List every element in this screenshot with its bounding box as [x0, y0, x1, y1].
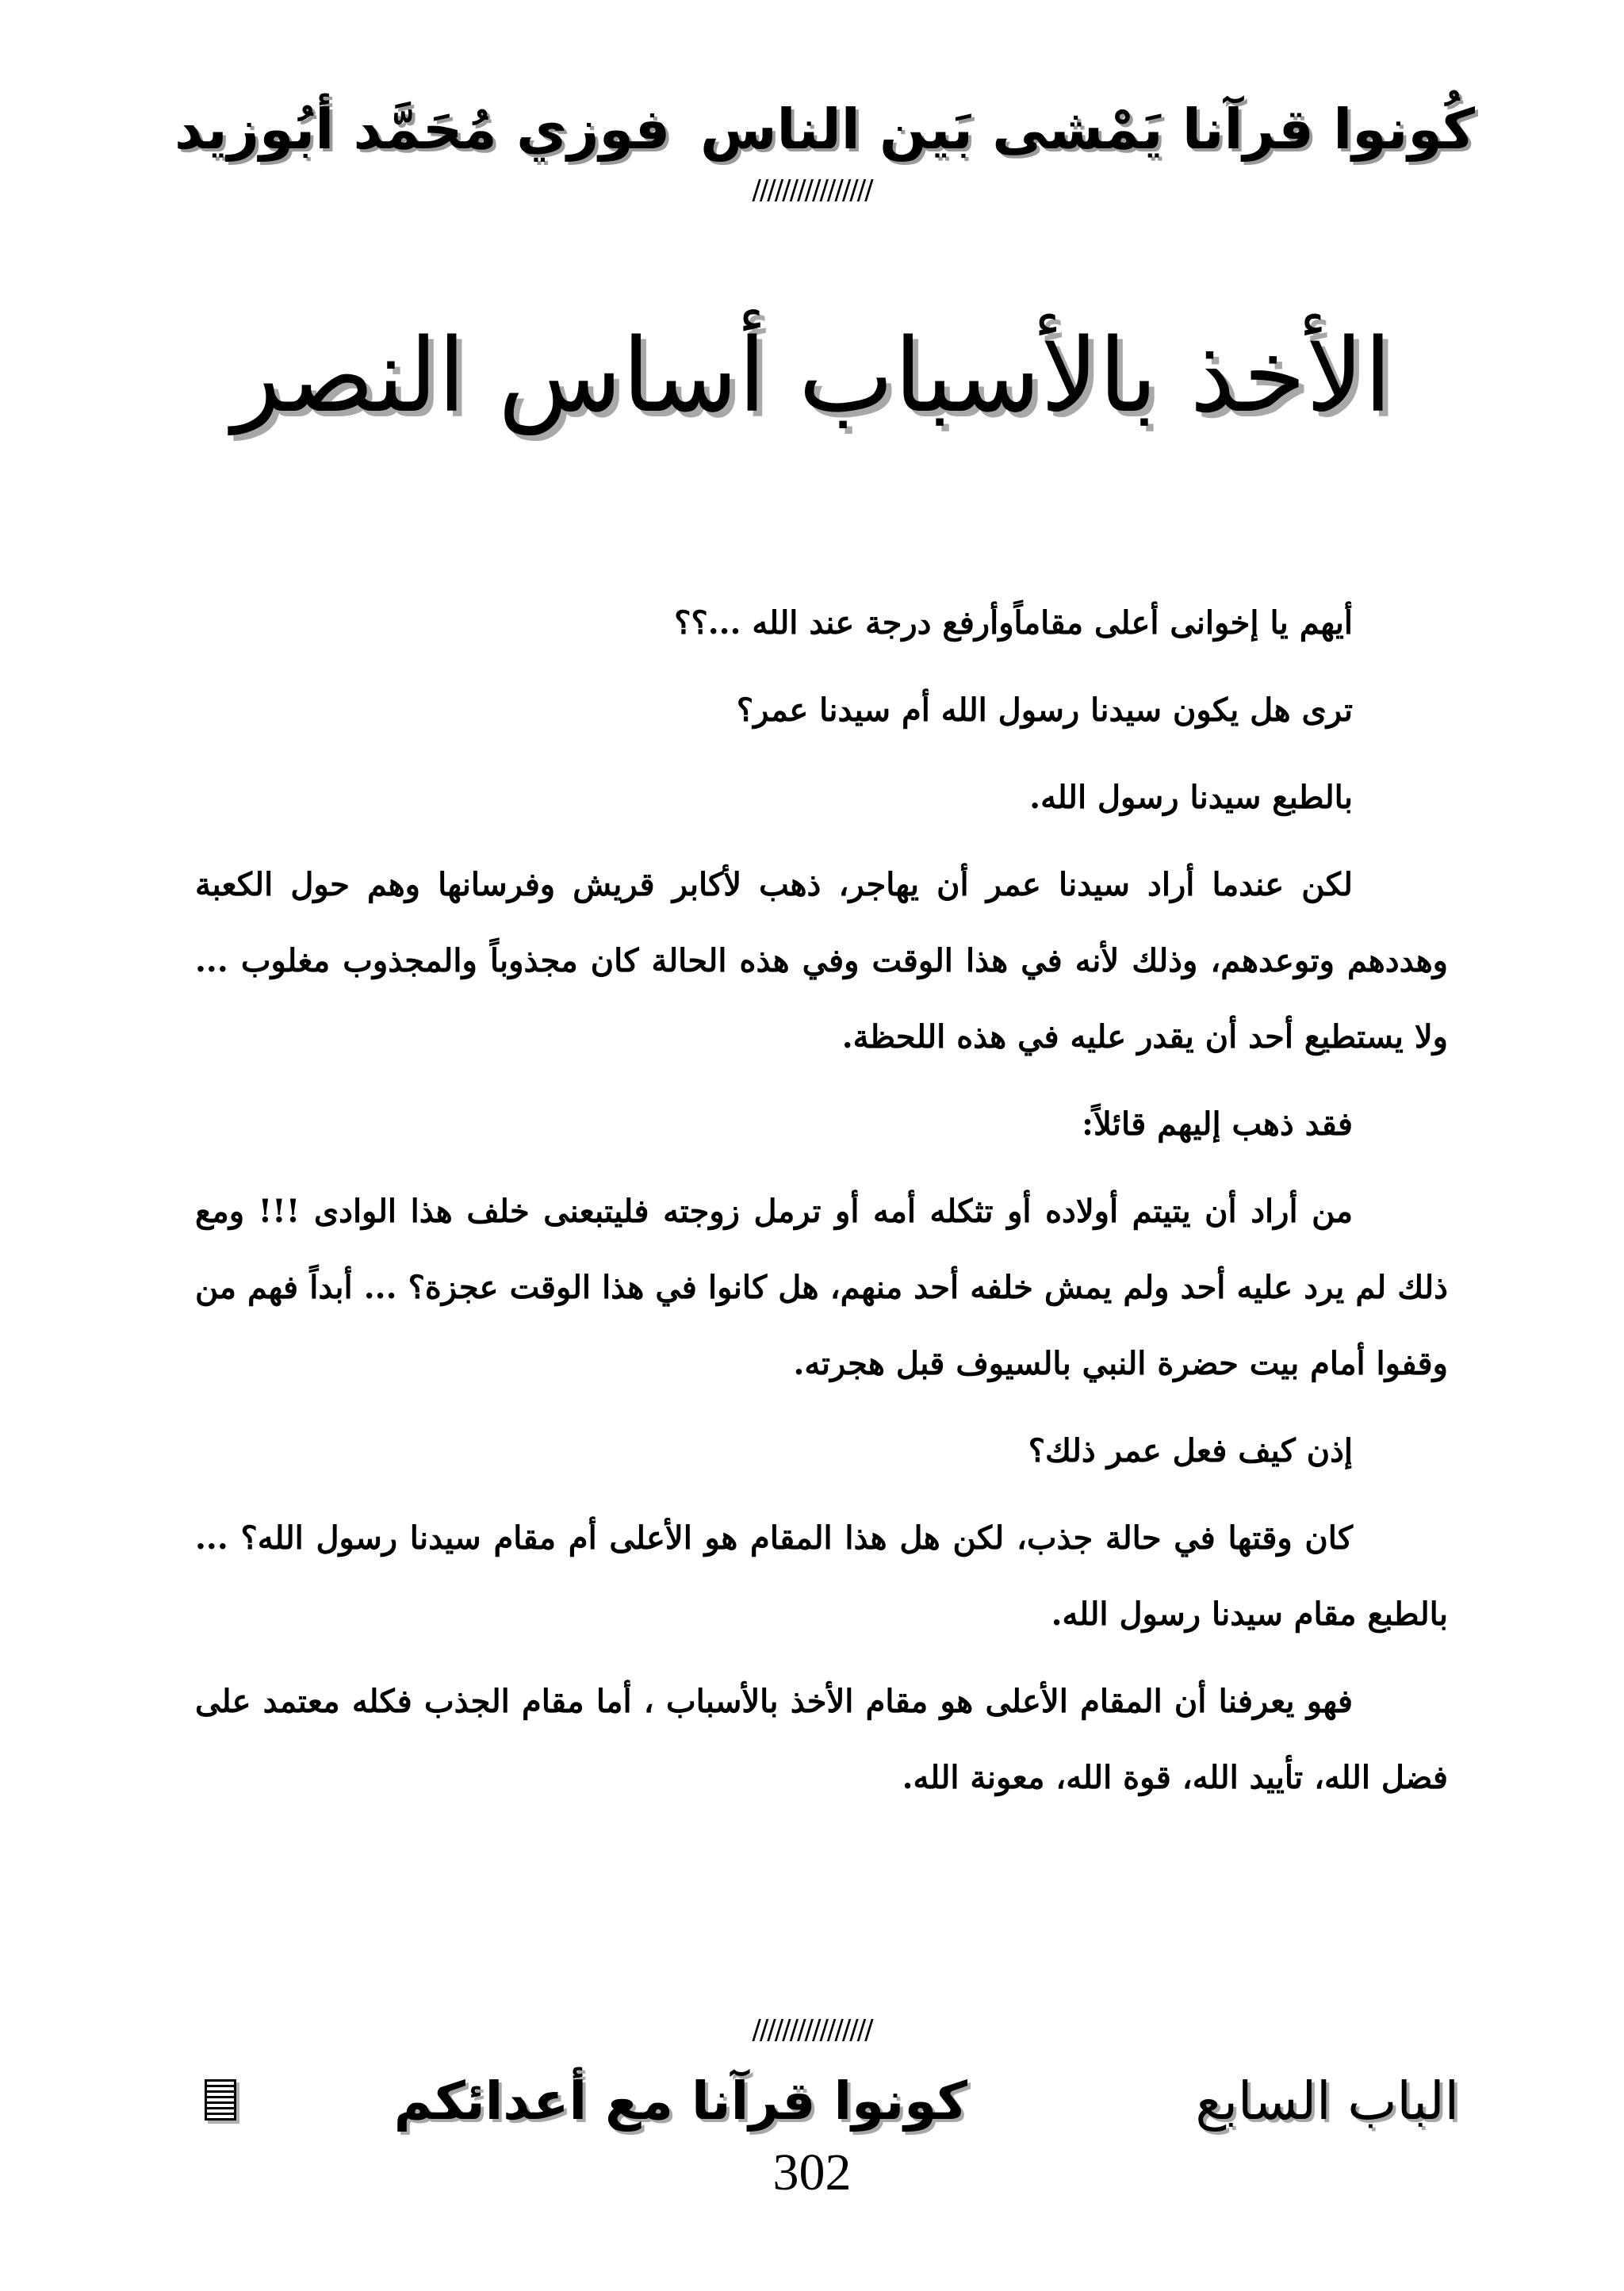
footer-book-title: كونوا قرآنا مع أعدائكم	[393, 2071, 967, 2132]
chapter-title: الأخذ بالأسباب أساس النصر	[232, 317, 1392, 435]
book-title: كُونوا قرآنا يَمْشى بَين الناس	[699, 97, 1475, 162]
header-separator: ////////////////	[752, 174, 872, 206]
document-icon	[205, 2079, 236, 2121]
footer-chapter-label: الباب السابع	[1195, 2071, 1459, 2132]
author-name: فوزي مُحَمَّد أبُوزيد	[174, 97, 671, 162]
page-header	[174, 86, 1475, 173]
page-footer	[190, 2062, 1459, 2141]
paragraph: ترى هل يكون سيدنا رسول الله أم سيدنا عمر؟	[736, 692, 1353, 729]
footer-separator: ////////////////	[752, 2014, 872, 2046]
paragraph: بالطبع سيدنا رسول الله.	[1029, 779, 1353, 816]
body-text	[195, 585, 1448, 1827]
page-number: 302	[772, 2144, 852, 2201]
paragraph: أيهم يا إخوانى أعلى مقاماًوأرفع درجة عند الله ...؟؟	[674, 604, 1353, 642]
paragraph: لكن عندما أراد سيدنا عمر أن يهاجر، ذهب لأكابر قريش وفرسانها وهم حول الكعبة وهددهم وتوعدهم، وذلك لأنه في هذا الوقت وفي هذه الحالة كان مجذوباً والمجذوب مغلوب ... ولا يستطيع أحد أن يقدر عليه في هذه اللحظة.	[195, 866, 1448, 1055]
paragraph: فهو يعرفنا أن المقام الأعلى هو مقام الأخذ بالأسباب ، أما مقام الجذب فكله معتمد على فضل الله، تأييد الله، قوة الله، معونة الله.	[195, 1683, 1448, 1796]
paragraph: فقد ذهب إليهم قائلاً:	[1082, 1105, 1353, 1143]
paragraph: كان وقتها في حالة جذب، لكن هل هذا المقام هو الأعلى أم مقام سيدنا رسول الله؟ ... بالطبع مقام سيدنا رسول الله.	[195, 1519, 1448, 1633]
paragraph: إذن كيف فعل عمر ذلك؟	[1028, 1432, 1353, 1469]
paragraph: من أراد أن يتيتم أولاده أو تثكله أمه أو ترمل زوجته فليتبعنى خلف هذا الوادى !!! ومع ذلك لم يرد عليه أحد ولم يمش خلفه أحد منهم، هل كانوا في هذا الوقت عجزة؟ ... أبداً فهم من وقفوا أمام بيت حضرة النبي بالسيوف قبل هجرته.	[195, 1193, 1448, 1382]
